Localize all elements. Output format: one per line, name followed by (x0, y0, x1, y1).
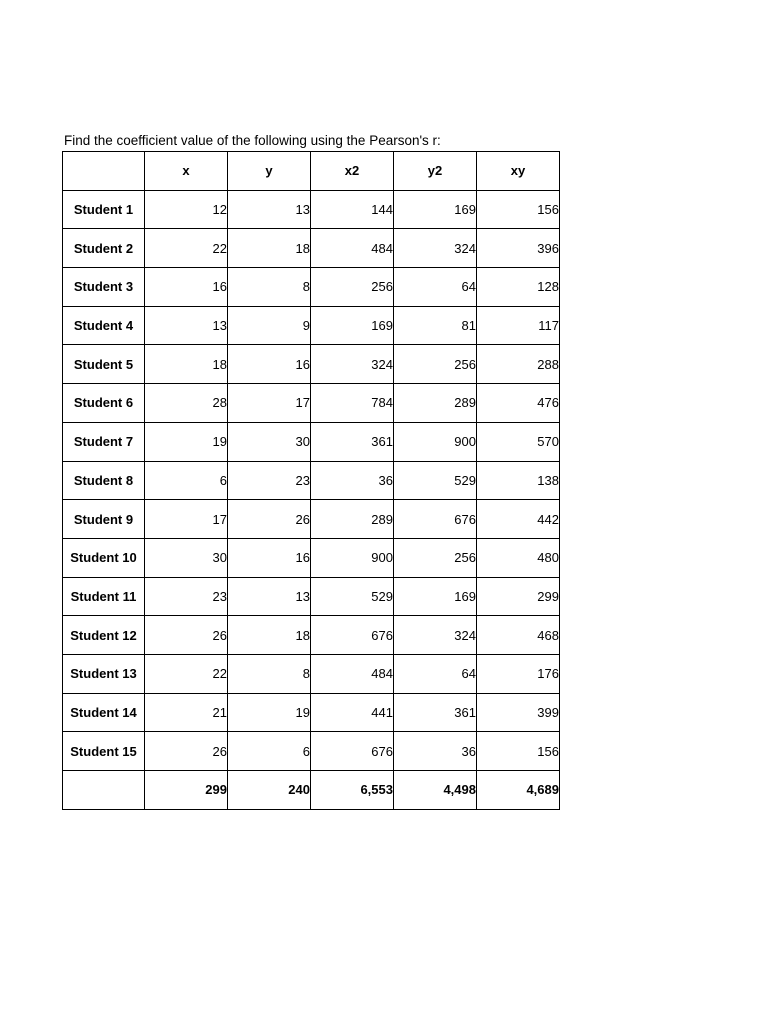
cell-x2: 169 (311, 306, 394, 345)
cell-x: 28 (145, 384, 228, 423)
cell-y: 26 (228, 500, 311, 539)
cell-y: 18 (228, 616, 311, 655)
row-label: Student 11 (63, 577, 145, 616)
cell-x: 17 (145, 500, 228, 539)
header-cell-xy: xy (477, 152, 560, 191)
cell-y: 19 (228, 693, 311, 732)
cell-x: 23 (145, 577, 228, 616)
cell-y2: 324 (394, 616, 477, 655)
header-cell-x: x (145, 152, 228, 191)
cell-xy: 570 (477, 422, 560, 461)
cell-xy: 442 (477, 500, 560, 539)
cell-x2: 361 (311, 422, 394, 461)
cell-x: 30 (145, 538, 228, 577)
cell-xy: 156 (477, 732, 560, 771)
cell-xy: 299 (477, 577, 560, 616)
cell-y: 8 (228, 654, 311, 693)
row-label: Student 1 (63, 190, 145, 229)
cell-xy: 468 (477, 616, 560, 655)
cell-y2: 676 (394, 500, 477, 539)
cell-xy: 399 (477, 693, 560, 732)
cell-x2: 784 (311, 384, 394, 423)
table-row (63, 538, 560, 577)
cell-y2: 529 (394, 461, 477, 500)
cell-xy: 476 (477, 384, 560, 423)
cell-x2: 676 (311, 732, 394, 771)
table-row (63, 190, 560, 229)
table-row (63, 384, 560, 423)
cell-xy: 288 (477, 345, 560, 384)
cell-y2: 169 (394, 190, 477, 229)
row-label: Student 8 (63, 461, 145, 500)
cell-x: 19 (145, 422, 228, 461)
row-label: Student 6 (63, 384, 145, 423)
cell-y2: 169 (394, 577, 477, 616)
cell-y: 16 (228, 538, 311, 577)
header-cell-y: y (228, 152, 311, 191)
table-row (63, 732, 560, 771)
cell-x: 21 (145, 693, 228, 732)
row-label: Student 10 (63, 538, 145, 577)
cell-x: 13 (145, 306, 228, 345)
row-label: Student 5 (63, 345, 145, 384)
table-row (63, 268, 560, 307)
cell-xy: 156 (477, 190, 560, 229)
header-row (63, 152, 560, 191)
cell-x2: 36 (311, 461, 394, 500)
row-label: Student 4 (63, 306, 145, 345)
row-label: Student 12 (63, 616, 145, 655)
table-row (63, 654, 560, 693)
table-row (63, 461, 560, 500)
row-label: Student 13 (63, 654, 145, 693)
cell-y2: 64 (394, 654, 477, 693)
totals-label-cell (63, 771, 145, 810)
cell-xy: 117 (477, 306, 560, 345)
row-label: Student 15 (63, 732, 145, 771)
cell-x: 22 (145, 229, 228, 268)
table-row (63, 229, 560, 268)
cell-xy: 176 (477, 654, 560, 693)
header-cell-y2: y2 (394, 152, 477, 191)
cell-y2: 324 (394, 229, 477, 268)
pearson-data-table (62, 151, 560, 810)
cell-x2: 676 (311, 616, 394, 655)
cell-y2: 256 (394, 345, 477, 384)
cell-x: 6 (145, 461, 228, 500)
cell-y: 13 (228, 577, 311, 616)
cell-x2: 529 (311, 577, 394, 616)
cell-xy: 138 (477, 461, 560, 500)
total-x2: 6,553 (311, 771, 394, 810)
cell-x2: 900 (311, 538, 394, 577)
cell-xy: 480 (477, 538, 560, 577)
cell-x2: 484 (311, 654, 394, 693)
cell-x: 16 (145, 268, 228, 307)
cell-y: 8 (228, 268, 311, 307)
row-label: Student 9 (63, 500, 145, 539)
row-label: Student 7 (63, 422, 145, 461)
cell-xy: 128 (477, 268, 560, 307)
cell-x: 18 (145, 345, 228, 384)
cell-xy: 396 (477, 229, 560, 268)
cell-y2: 64 (394, 268, 477, 307)
cell-x: 26 (145, 732, 228, 771)
cell-x2: 289 (311, 500, 394, 539)
row-label: Student 3 (63, 268, 145, 307)
total-x: 299 (145, 771, 228, 810)
cell-y2: 289 (394, 384, 477, 423)
table-row (63, 422, 560, 461)
cell-y2: 81 (394, 306, 477, 345)
cell-x2: 441 (311, 693, 394, 732)
cell-y2: 361 (394, 693, 477, 732)
cell-x2: 324 (311, 345, 394, 384)
cell-y: 16 (228, 345, 311, 384)
cell-x: 26 (145, 616, 228, 655)
cell-y: 13 (228, 190, 311, 229)
cell-x: 12 (145, 190, 228, 229)
cell-y: 9 (228, 306, 311, 345)
row-label: Student 2 (63, 229, 145, 268)
total-xy: 4,689 (477, 771, 560, 810)
table-row (63, 306, 560, 345)
cell-x2: 144 (311, 190, 394, 229)
total-y2: 4,498 (394, 771, 477, 810)
table-row (63, 616, 560, 655)
table-row (63, 500, 560, 539)
cell-x: 22 (145, 654, 228, 693)
cell-y: 6 (228, 732, 311, 771)
header-corner-cell (63, 152, 145, 191)
instruction-text: Find the coefficient value of the following using the Pearson's r: (64, 133, 441, 148)
cell-x2: 256 (311, 268, 394, 307)
table-row (63, 577, 560, 616)
header-cell-x2: x2 (311, 152, 394, 191)
cell-y2: 36 (394, 732, 477, 771)
table-row (63, 345, 560, 384)
cell-y2: 256 (394, 538, 477, 577)
cell-y: 23 (228, 461, 311, 500)
cell-x2: 484 (311, 229, 394, 268)
table-row (63, 693, 560, 732)
totals-row (63, 771, 560, 810)
total-y: 240 (228, 771, 311, 810)
cell-y2: 900 (394, 422, 477, 461)
cell-y: 18 (228, 229, 311, 268)
row-label: Student 14 (63, 693, 145, 732)
cell-y: 17 (228, 384, 311, 423)
cell-y: 30 (228, 422, 311, 461)
